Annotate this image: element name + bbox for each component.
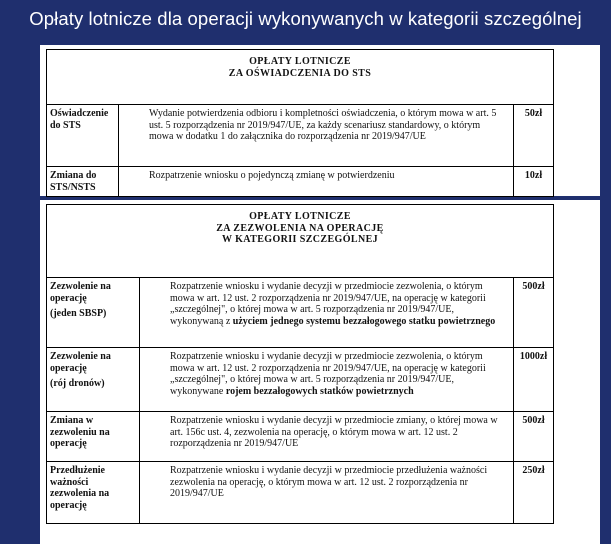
row-sublabel: (rój dronów)	[50, 378, 105, 389]
row-sublabel: (jeden SBSP)	[50, 308, 107, 319]
row-description: Rozpatrzenie wniosku o pojedynczą zmianę w potwierdzeniu	[119, 167, 514, 197]
permit-header-line2: ZA ZEZWOLENIA NA OPERACJĘ	[216, 222, 384, 234]
permit-header-line1: OPŁATY LOTNICZE	[249, 211, 351, 222]
permit-header-line3: W KATEGORII SZCZEGÓLNEJ	[221, 234, 379, 245]
row-price: 500zł	[513, 412, 553, 462]
row-label: Zmiana do STS/NSTS	[47, 167, 119, 197]
sts-fees-table	[46, 49, 554, 197]
row-label: Zezwolenie na operację	[50, 281, 111, 304]
permit-table-header	[47, 205, 554, 278]
permit-fees-table	[46, 204, 554, 524]
row-label: Oświadczenie do STS	[47, 105, 119, 167]
permit-fees-panel	[40, 200, 600, 544]
row-price: 50zł	[514, 105, 554, 167]
row-label: Zmiana w zezwoleniu na operację	[47, 412, 140, 462]
table-row	[47, 167, 554, 197]
row-description	[140, 278, 514, 348]
table-row	[47, 348, 554, 412]
row-description-text: Rozpatrzenie wniosku i wydanie decyzji w przedmiocie zezwolenia, o którym mowa w art. 12 ust. 2 rozporządzenia nr 2019/947/UE, na operację w kategorii „szczególnej", o której mowa w art. 5 rozporządzenia nr 2019/947/UE, wykonywane	[170, 351, 486, 397]
row-description-bold: rojem bezzałogowych statków powietrznych	[225, 385, 414, 397]
table-row	[47, 278, 554, 348]
sts-fees-panel	[40, 45, 600, 196]
row-description	[140, 348, 514, 412]
slide-title: Opłaty lotnicze dla operacji wykonywanych w kategorii szczególnej	[29, 8, 582, 29]
row-price: 10zł	[514, 167, 554, 197]
sts-header-line2: ZA OŚWIADCZENIA DO STS	[228, 67, 372, 79]
row-label: Zezwolenie na operację	[50, 351, 111, 374]
table-row	[47, 105, 554, 167]
row-label: Przedłużenie ważności zezwolenia na operację	[47, 462, 140, 524]
row-price: 1000zł	[513, 348, 553, 412]
row-description: Wydanie potwierdzenia odbioru i kompletności oświadczenia, o którym mowa w art. 5 ust. 5 rozporządzenia nr 2019/947/UE, za każdy scenariusz standardowy, o którym mowa w dodatku 1 do załącznika do rozporządzenia nr 2019/947/UE	[119, 105, 514, 167]
row-price: 250zł	[513, 462, 553, 524]
table-header-row	[47, 205, 554, 278]
table-row	[47, 412, 554, 462]
row-description: Rozpatrzenie wniosku i wydanie decyzji w przedmiocie zmiany, o której mowa w art. 156c ust. 4, zezwolenia na operację, o którym mowa w art. 12 ust. 2 rozporządzenia nr 2019/947/UE	[140, 412, 514, 462]
row-price: 500zł	[513, 278, 553, 348]
row-description-bold: użyciem jednego systemu bezzałogowego statku powietrznego	[232, 315, 496, 327]
table-row	[47, 462, 554, 524]
table-header-row	[47, 50, 554, 105]
sts-table-header	[47, 50, 554, 105]
row-description-text: Rozpatrzenie wniosku i wydanie decyzji w przedmiocie zezwolenia, o którym mowa w art. 12 ust. 2 rozporządzenia nr 2019/947/UE, na operację w kategorii „szczególnej", o której mowa w art. 5 rozporządzenia nr 2019/947/UE, wykonywaną z	[170, 281, 486, 327]
sts-header-line1: OPŁATY LOTNICZE	[249, 56, 351, 67]
row-description: Rozpatrzenie wniosku i wydanie decyzji w przedmiocie przedłużenia ważności zezwolenia na operację, o którym mowa w art. 12 ust. 2 rozporządzenia nr 2019/947/UE	[140, 462, 514, 524]
